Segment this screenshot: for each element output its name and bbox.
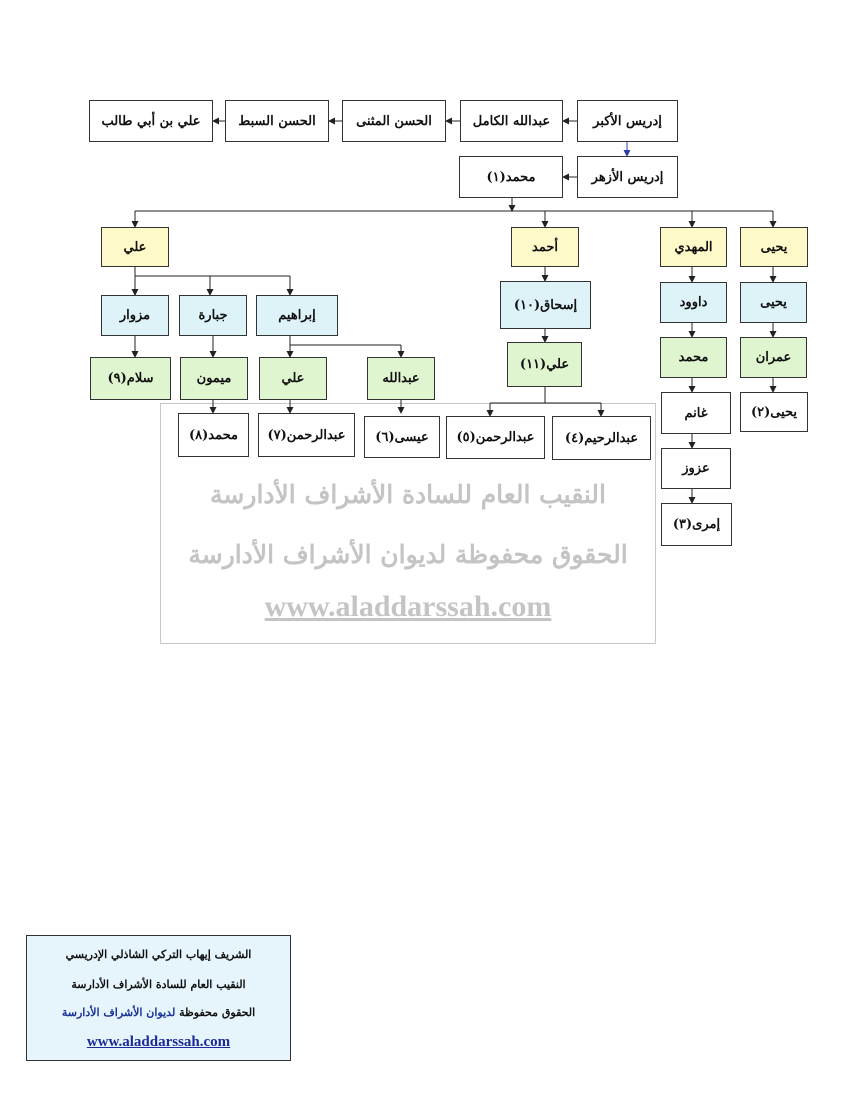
credit-rights-prefix: الحقوق محفوظة bbox=[179, 1006, 256, 1019]
node-muhammad-8: محمد(٨) bbox=[178, 413, 249, 457]
node-isa-6: عيسى(٦) bbox=[364, 416, 440, 458]
node-idris-al-akbar: إدريس الأكبر bbox=[577, 100, 678, 142]
node-abdulrahim-4: عبدالرحيم(٤) bbox=[552, 416, 651, 460]
node-ali-ibn-abi-talib: علي بن أبي طالب bbox=[89, 100, 213, 142]
credit-box bbox=[26, 935, 291, 1061]
node-maymun: ميمون bbox=[180, 357, 248, 400]
watermark-url: www.aladdarssah.com bbox=[264, 590, 552, 623]
node-jabara: جبارة bbox=[179, 295, 247, 336]
node-mazwar: مزوار bbox=[101, 295, 169, 336]
node-al-hasan-al-muthanna: الحسن المثنى bbox=[342, 100, 446, 142]
node-abdullah: عبدالله bbox=[367, 357, 435, 400]
credit-rights-highlight: لديوان الأشراف الأدارسة bbox=[61, 1006, 176, 1019]
node-imrani-3: إمرى(٣) bbox=[661, 503, 732, 546]
node-ali-11: علي(١١) bbox=[507, 342, 582, 387]
node-mahdi-muhammad: محمد bbox=[660, 337, 727, 378]
node-yahya-son: يحيى bbox=[740, 282, 807, 323]
node-abdulrahman-5: عبدالرحمن(٥) bbox=[446, 416, 545, 459]
watermark-line-title: النقيب العام للسادة الأشراف الأدارسة bbox=[210, 480, 606, 509]
node-ibrahim: إبراهيم bbox=[256, 295, 338, 336]
credit-rights bbox=[27, 1006, 290, 1019]
credit-title: النقيب العام للسادة الأشراف الأدارسة bbox=[71, 978, 246, 991]
node-azzuz: عزوز bbox=[661, 448, 731, 489]
node-son-al-mahdi: المهدي bbox=[660, 227, 727, 267]
credit-name: الشريف إيهاب التركي الشاذلي الإدريسي bbox=[65, 948, 252, 961]
node-idris-al-azhar: إدريس الأزهر bbox=[577, 156, 678, 198]
node-al-hasan-al-sibt: الحسن السبط bbox=[225, 100, 329, 142]
credit-url-link[interactable]: www.aladdarssah.com bbox=[86, 1034, 231, 1050]
node-son-yahya: يحيى bbox=[740, 227, 808, 267]
watermark-line-rights: الحقوق محفوظة لديوان الأشراف الأدارسة bbox=[188, 540, 628, 569]
node-muhammad-1: محمد(١) bbox=[459, 156, 563, 198]
node-abdulrahman-7: عبدالرحمن(٧) bbox=[258, 413, 355, 457]
node-ibrahim-son-ali: علي bbox=[259, 357, 327, 400]
node-salam-9: سلام(٩) bbox=[90, 357, 171, 400]
node-abdullah-al-kamil: عبدالله الكامل bbox=[460, 100, 563, 142]
node-dawud: داوود bbox=[660, 282, 727, 323]
node-son-ali: علي bbox=[101, 227, 169, 267]
node-ishaq-10: إسحاق(١٠) bbox=[500, 281, 591, 329]
node-ghanim: غانم bbox=[661, 392, 731, 434]
node-yahya-2: يحيى(٢) bbox=[740, 392, 808, 432]
node-son-ahmad: أحمد bbox=[511, 227, 579, 267]
node-imran: عمران bbox=[740, 337, 807, 378]
